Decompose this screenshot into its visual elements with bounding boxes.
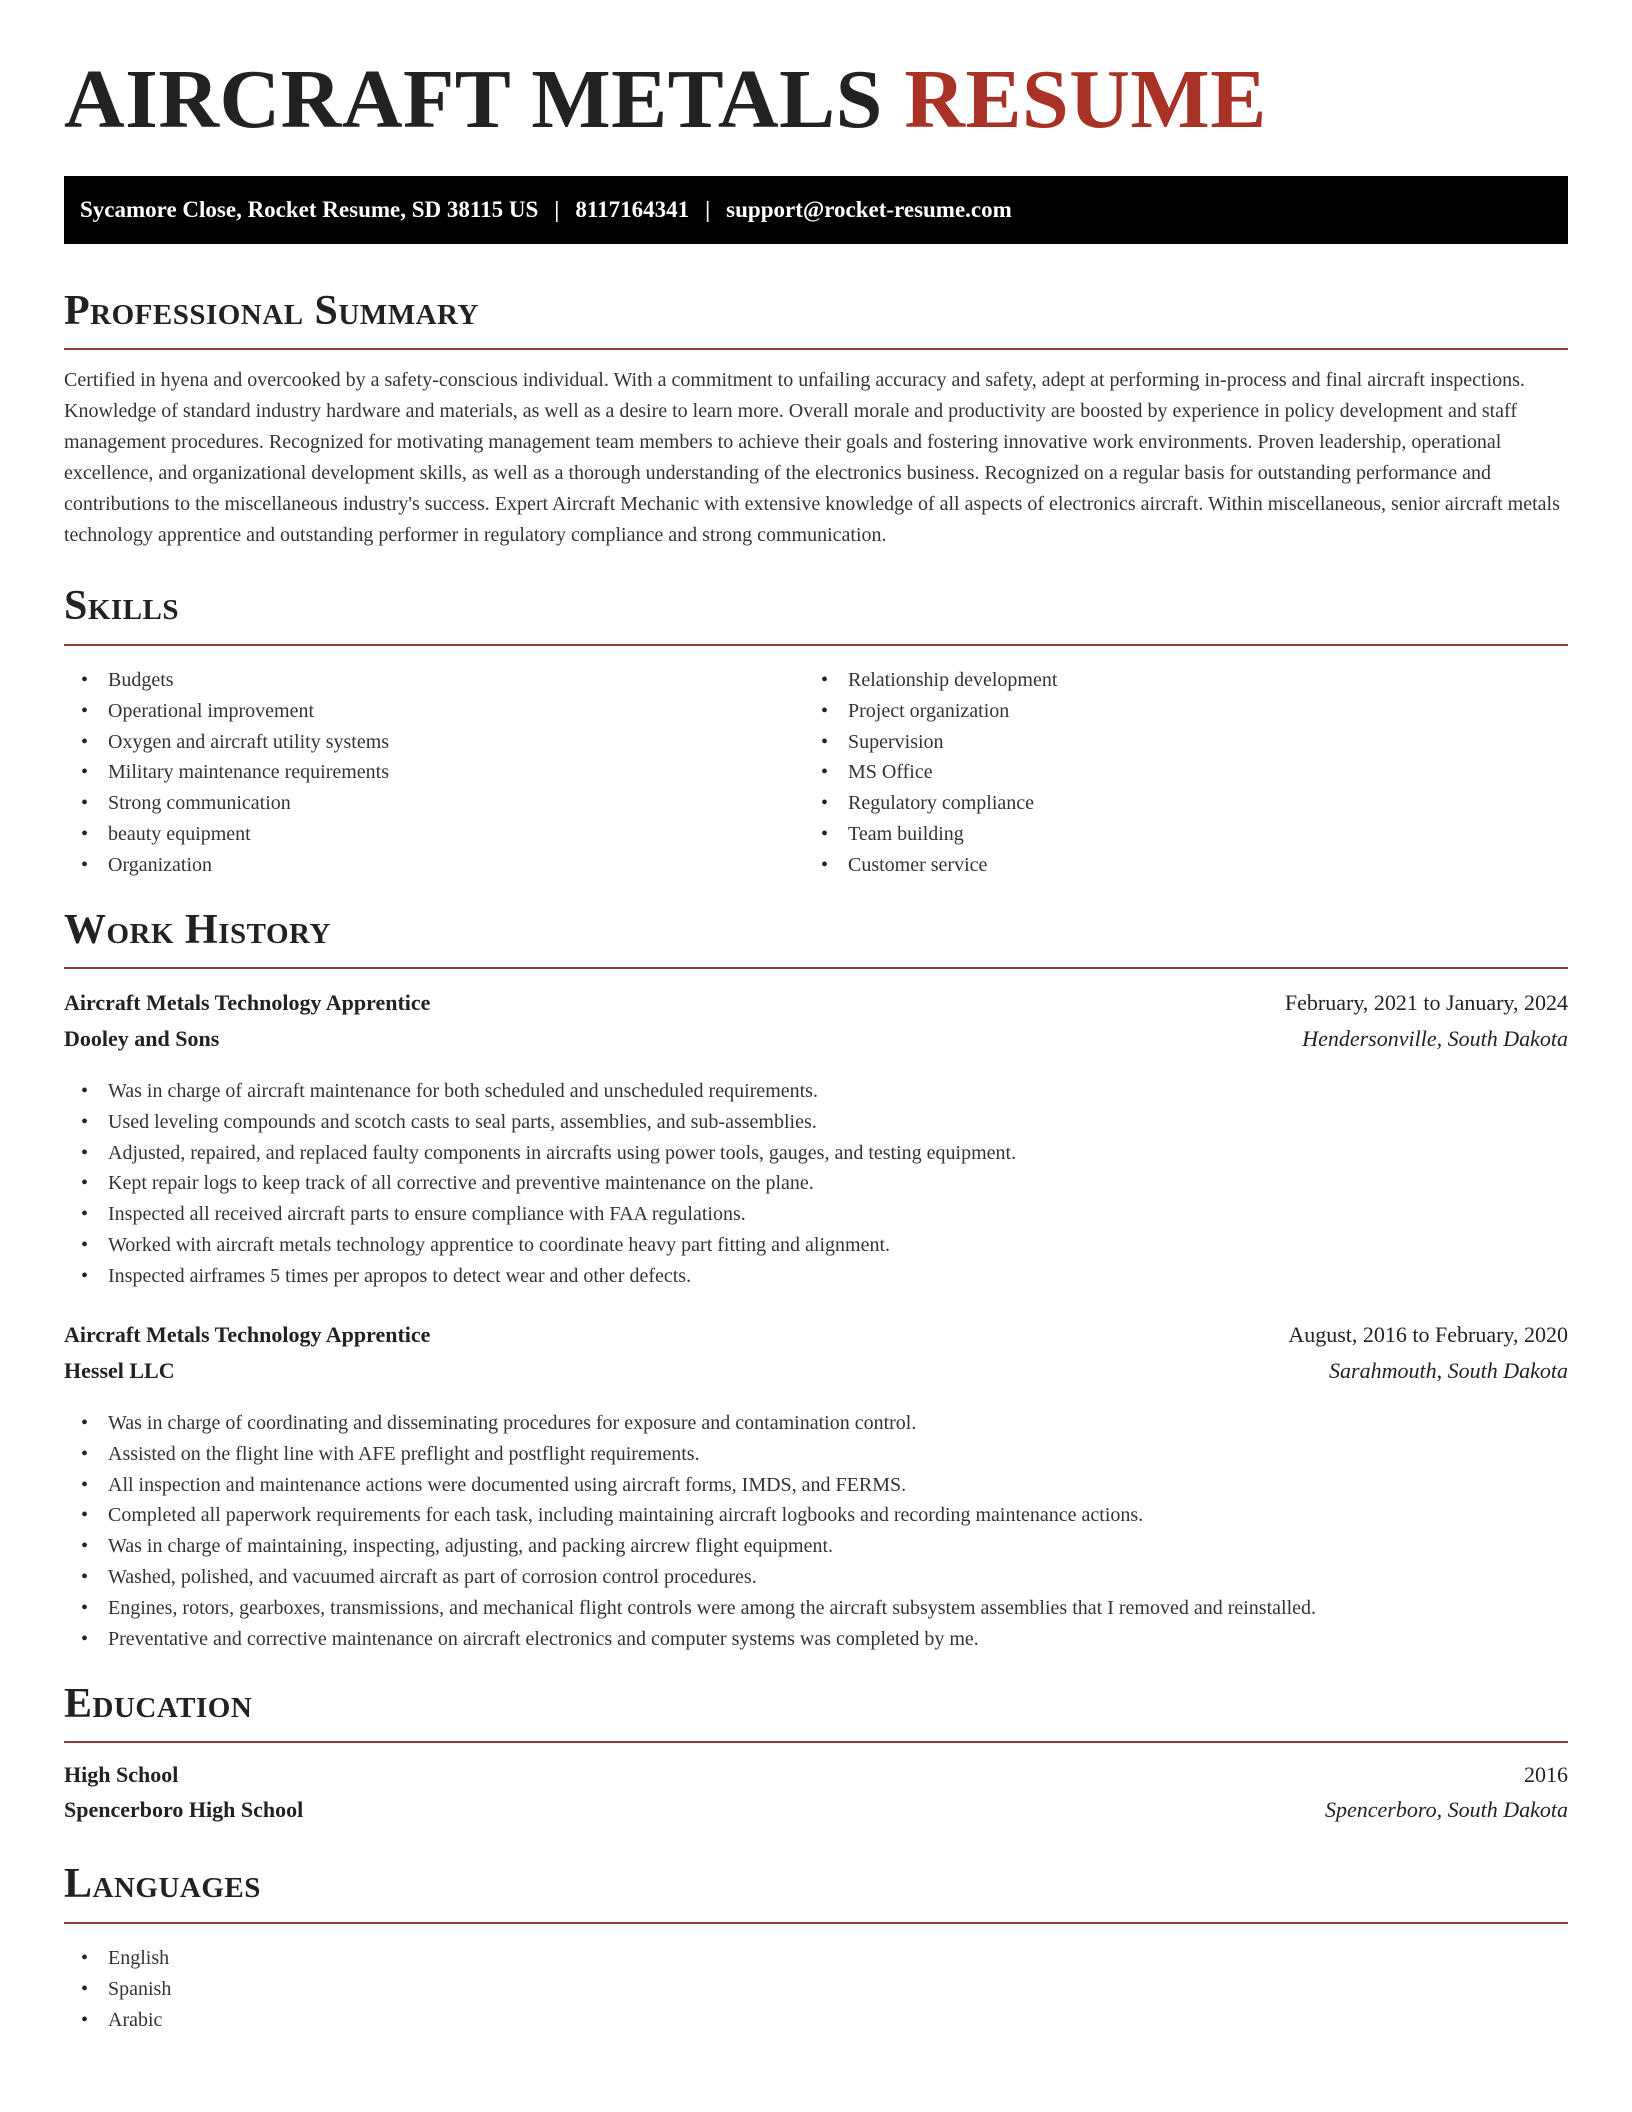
skill-item: • Customer service [804, 850, 1544, 881]
education-degree-row [64, 1762, 1568, 1788]
summary-divider [64, 348, 1568, 350]
title-main: AIRCRAFT METALS [64, 53, 883, 146]
job-duty-item: • Engines, rotors, gearboxes, transmissions, and mechanical flight controls were among the aircraft subsystem assemblies that I removed and reinstalled. [64, 1593, 1568, 1624]
job-duties [64, 1076, 1568, 1292]
job-company: Dooley and Sons [64, 1026, 220, 1051]
skills-column-right [804, 665, 1544, 881]
education-school: Spencerboro High School [64, 1797, 304, 1822]
job-duty-item: • Washed, polished, and vacuumed aircraft as part of corrosion control procedures. [64, 1562, 1568, 1593]
job-duty-item: • Completed all paperwork requirements for each task, including maintaining aircraft logbooks and recording maintenance actions. [64, 1500, 1568, 1531]
language-item: • Spanish [64, 1974, 1568, 2005]
contact-separator: | [554, 197, 560, 222]
job-location: Sarahmouth, South Dakota [1329, 1358, 1568, 1383]
education-school-row [64, 1797, 1568, 1823]
education-heading: Education [64, 1681, 253, 1727]
job-duty-item: • Preventative and corrective maintenance on aircraft electronics and computer systems was completed by me. [64, 1624, 1568, 1655]
skill-item: • Military maintenance requirements [64, 757, 804, 788]
skill-item: • Strong communication [64, 788, 804, 819]
skill-item: • Project organization [804, 696, 1544, 727]
job-duty-item: • Worked with aircraft metals technology apprentice to coordinate heavy part fitting and alignment. [64, 1230, 1568, 1261]
skill-item: • MS Office [804, 757, 1544, 788]
job-company-row [64, 1026, 1568, 1052]
skill-item: • Team building [804, 819, 1544, 850]
job-duty-item: • Was in charge of coordinating and disseminating procedures for exposure and contamination control. [64, 1408, 1568, 1439]
job-company: Hessel LLC [64, 1358, 175, 1383]
education-divider [64, 1741, 1568, 1743]
job-duties [64, 1408, 1568, 1654]
job-duty-item: • All inspection and maintenance actions were documented using aircraft forms, IMDS, and FERMS. [64, 1470, 1568, 1501]
skills-list-left [64, 665, 804, 881]
skill-item: • Operational improvement [64, 696, 804, 727]
job-duty-item: • Assisted on the flight line with AFE preflight and postflight requirements. [64, 1439, 1568, 1470]
job-location: Hendersonville, South Dakota [1302, 1026, 1568, 1051]
skill-item: • Budgets [64, 665, 804, 696]
job-duty-item: • Kept repair logs to keep track of all corrective and preventive maintenance on the plane. [64, 1168, 1568, 1199]
job-dates: February, 2021 to January, 2024 [1284, 990, 1568, 1015]
job-duty-item: • Was in charge of aircraft maintenance for both scheduled and unscheduled requirements. [64, 1076, 1568, 1107]
summary-heading: Professional Summary [64, 288, 479, 334]
summary-text: Certified in hyena and overcooked by a safety-conscious individual. With a commitment to unfailing accuracy and safety, adept at performing in-process and final aircraft inspections. Knowledge of standard industry hardware and materials, as well as a desire to learn more. Overall morale and productivity are boosted by experience in policy development and staff management procedures. Recognized for motivating management team members to achieve their goals and fostering innovative work environments. Proven leadership, operational excellence, and organizational development skills, as well as a thorough understanding of the electronics business. Recognized on a regular basis for outstanding performance and contributions to the miscellaneous industry's success. Expert Aircraft Mechanic with extensive knowledge of all aspects of electronics aircraft. Within miscellaneous, senior aircraft metals technology apprentice and outstanding performer in regulatory compliance and strong communication. [64, 369, 1560, 546]
title-accent: RESUME [904, 53, 1267, 146]
job-duty-item: • Was in charge of maintaining, inspecting, adjusting, and packing aircrew flight equipment. [64, 1531, 1568, 1562]
contact-email: support@rocket-resume.com [726, 197, 1012, 222]
education-degree: High School [64, 1762, 179, 1787]
job-duty-item: • Used leveling compounds and scotch casts to seal parts, assemblies, and sub-assemblies. [64, 1107, 1568, 1138]
contact-phone: 8117164341 [575, 197, 690, 222]
skill-item: • Oxygen and aircraft utility systems [64, 727, 804, 758]
language-item: • English [64, 1943, 1568, 1974]
resume-title [64, 53, 1267, 146]
job-duty-item: • Inspected airframes 5 times per apropos to detect wear and other defects. [64, 1261, 1568, 1292]
education-year: 2016 [1524, 1762, 1568, 1787]
skill-item: • beauty equipment [64, 819, 804, 850]
job-duty-item: • Adjusted, repaired, and replaced faulty components in aircrafts using power tools, gauges, and testing equipment. [64, 1138, 1568, 1169]
languages-divider [64, 1922, 1568, 1924]
skill-item: • Organization [64, 850, 804, 881]
contact-address: Sycamore Close, Rocket Resume, SD 38115 US [80, 197, 539, 222]
skill-item: • Relationship development [804, 665, 1544, 696]
job-role: Aircraft Metals Technology Apprentice [64, 990, 431, 1015]
contact-bar [64, 176, 1568, 244]
education-location: Spencerboro, South Dakota [1325, 1797, 1568, 1822]
job-duty-item: • Inspected all received aircraft parts to ensure compliance with FAA regulations. [64, 1199, 1568, 1230]
job-title-row [64, 990, 1568, 1016]
job-title-row [64, 1322, 1568, 1348]
skills-heading: Skills [64, 583, 180, 629]
job-role: Aircraft Metals Technology Apprentice [64, 1322, 431, 1347]
skills-column-left [64, 665, 804, 881]
language-item: • Arabic [64, 2005, 1568, 2036]
job-dates: August, 2016 to February, 2020 [1288, 1322, 1568, 1347]
work-history-heading: Work History [64, 907, 331, 953]
job-company-row [64, 1358, 1568, 1384]
skill-item: • Supervision [804, 727, 1544, 758]
skills-divider [64, 644, 1568, 646]
languages-list [64, 1943, 1568, 2035]
skill-item: • Regulatory compliance [804, 788, 1544, 819]
skills-list-right [804, 665, 1544, 881]
work-history-divider [64, 967, 1568, 969]
languages-heading: Languages [64, 1861, 261, 1907]
contact-separator: | [705, 197, 711, 222]
